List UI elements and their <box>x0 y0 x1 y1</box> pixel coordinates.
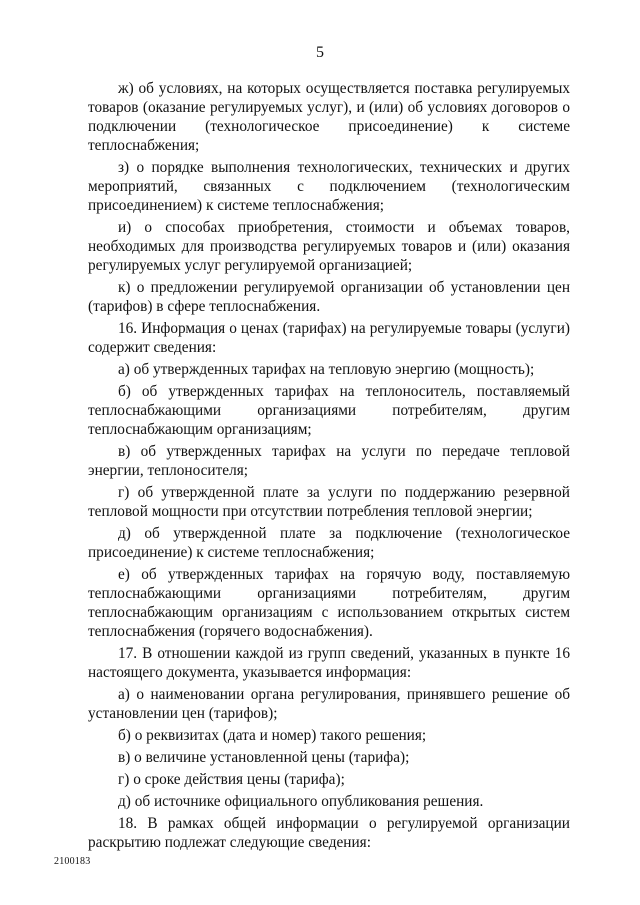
paragraph-i: и) о способах приобретения, стоимости и объемах товаров, необходимых для производства регулируемых товаров и (или) оказания регулируемых услуг регулируемой организацией; <box>88 219 570 274</box>
paragraph-z: з) о порядке выполнения технологических, технических и других мероприятий, связанных с подключением (технологическим присоединением) к системе теплоснабжения; <box>88 159 570 214</box>
paragraph-17-d: д) об источнике официального опубликования решения. <box>118 793 484 810</box>
paragraph-16-v: в) об утвержденных тарифах на услуги по передаче тепловой энергии, теплоносителя; <box>88 443 570 479</box>
page-number: 5 <box>316 44 324 61</box>
paragraph-17-v: в) о величине установленной цены (тарифа); <box>118 749 410 766</box>
paragraph-18: 18. В рамках общей информации о регулируемой организации раскрытию подлежат следующие сведения: <box>88 815 570 851</box>
document-body <box>88 79 570 852</box>
paragraph-16-e: е) об утвержденных тарифах на горячую воду, поставляемую теплоснабжающими организациями потребителям, другим теплоснабжающим организациям с использованием открытых систем теплоснабжения (горячего водоснабжения). <box>88 566 570 640</box>
paragraph-k: к) о предложении регулируемой организации об установлении цен (тарифов) в сфере теплоснабжения. <box>88 279 570 315</box>
paragraph-zh: ж) об условиях, на которых осуществляется поставка регулируемых товаров (оказание регулируемых услуг), и (или) об условиях договоров о подключении (технологическое присоединение) к системе теплоснабжения; <box>88 80 570 154</box>
paragraph-17-g: г) о сроке действия цены (тарифа); <box>118 771 345 788</box>
paragraph-16-d: д) об утвержденной плате за подключение (технологическое присоединение) к системе теплоснабжения; <box>88 525 570 561</box>
paragraph-17-b: б) о реквизитах (дата и номер) такого решения; <box>118 727 427 744</box>
paragraph-16-g: г) об утвержденной плате за услуги по поддержанию резервной тепловой мощности при отсутствии потребления тепловой энергии; <box>88 484 570 520</box>
paragraph-16: 16. Информация о ценах (тарифах) на регулируемые товары (услуги) содержит сведения: <box>88 320 570 356</box>
paragraph-17-a: а) о наименовании органа регулирования, принявшего решение об установлении цен (тарифов); <box>88 686 570 722</box>
paragraph-16-b: б) об утвержденных тарифах на теплоноситель, поставляемый теплоснабжающими организациями потребителям, другим теплоснабжающим организациям; <box>88 383 570 438</box>
document-code: 2100183 <box>54 856 91 867</box>
paragraph-16-a: а) об утвержденных тарифах на тепловую энергию (мощность); <box>118 361 535 378</box>
paragraph-17: 17. В отношении каждой из групп сведений, указанных в пункте 16 настоящего документа, указывается информация: <box>88 645 570 681</box>
